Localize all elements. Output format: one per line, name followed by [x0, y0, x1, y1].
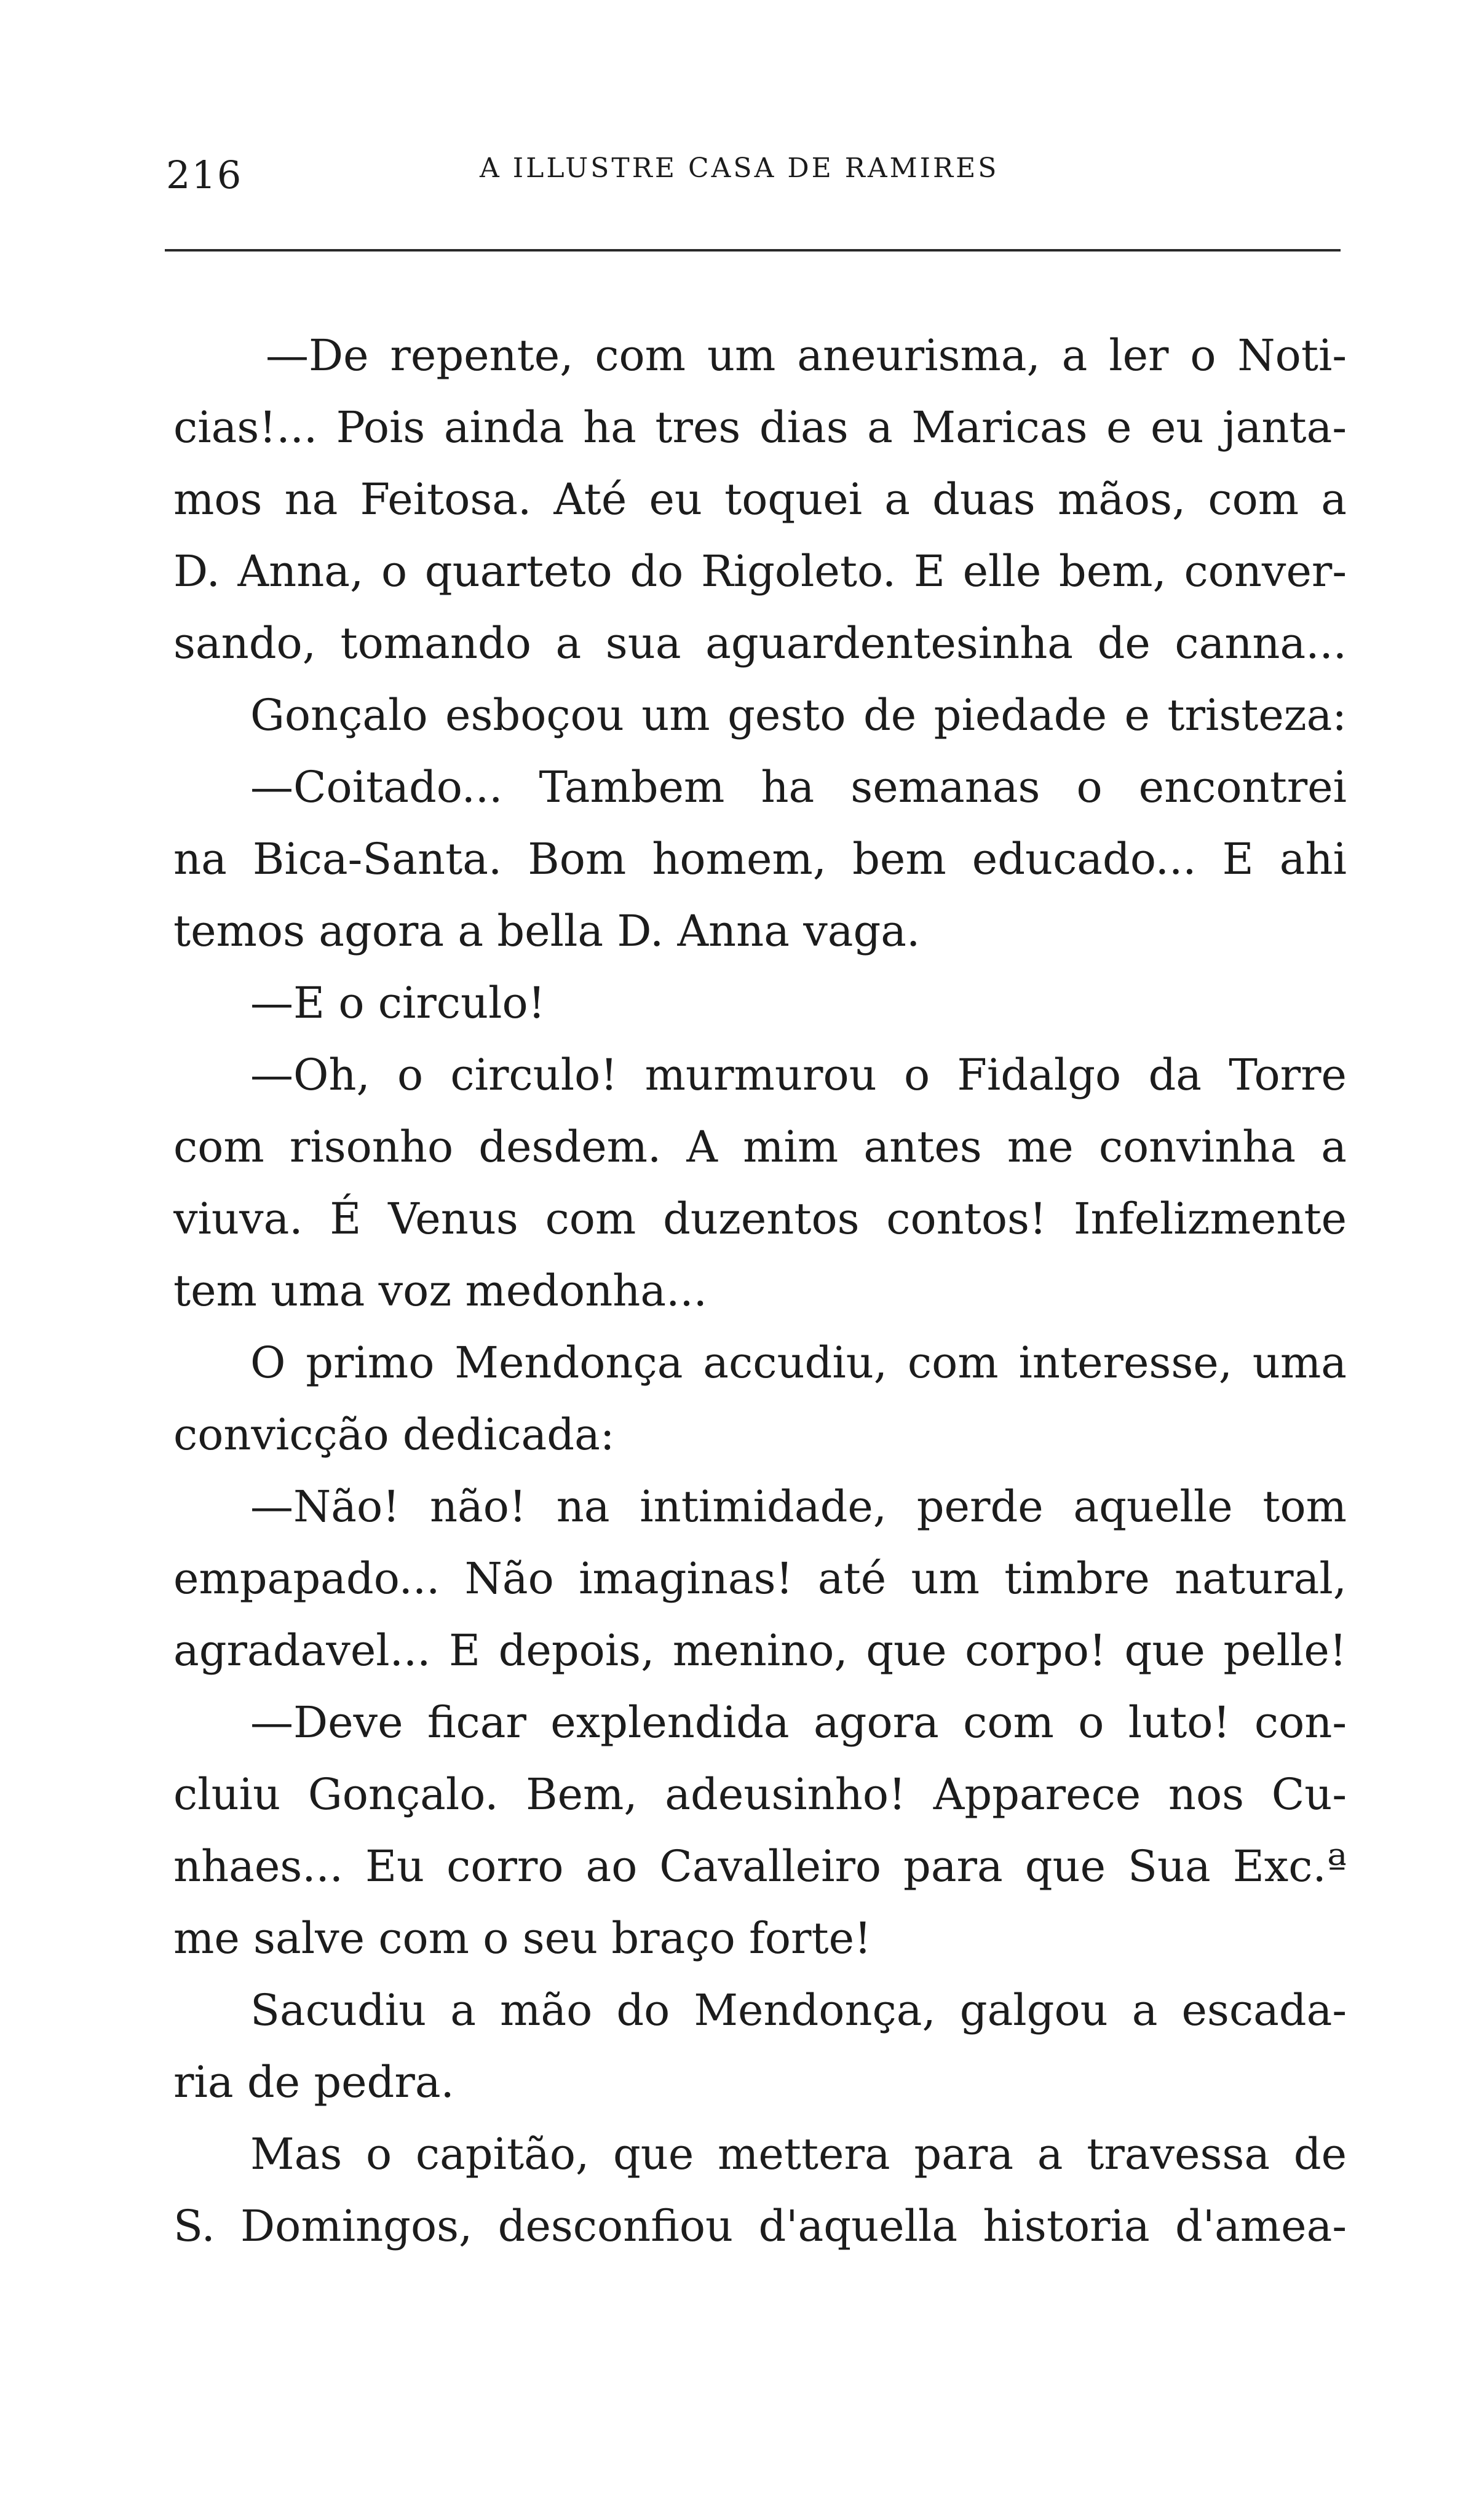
text-line: —Oh, o circulo! murmurou o Fidalgo da Torre: [250, 1050, 1347, 1100]
body-text: [173, 320, 1347, 2262]
page-number: 216: [166, 153, 243, 197]
text-line: na Bica-Santa. Bom homem, bem educado... E ahi: [173, 834, 1347, 884]
text-line: Mas o capitão, que mettera para a travessa de: [250, 2129, 1347, 2179]
text-line: nhaes... Eu corro ao Cavalleiro para que Sua Exc.ª: [173, 1841, 1347, 1892]
text-line: agradavel... E depois, menino, que corpo! que pelle!: [173, 1625, 1347, 1676]
text-line: viuva. É Venus com duzentos contos! Infelizmente: [173, 1194, 1347, 1244]
text-line: Sacudiu a mão do Mendonça, galgou a escada-: [250, 1985, 1347, 2035]
text-line: cias!... Pois ainda ha tres dias a Maricas e eu janta-: [173, 402, 1347, 453]
text-line: D. Anna, o quarteto do Rigoleto. E elle bem, conver-: [173, 546, 1347, 596]
text-line: tem uma voz medonha...: [173, 1266, 707, 1316]
text-line: Gonçalo esboçou um gesto de piedade e tristeza:: [250, 690, 1347, 740]
text-line: me salve com o seu braço forte!: [173, 1913, 872, 1963]
page-header: [154, 140, 1350, 214]
text-line: mos na Feitosa. Até eu toquei a duas mãos, com a: [173, 474, 1347, 525]
text-line: sando, tomando a sua aguardentesinha de canna...: [173, 618, 1347, 668]
text-line: empapado... Não imaginas! até um timbre natural,: [173, 1553, 1347, 1604]
text-line: —E o circulo!: [250, 978, 545, 1028]
text-line: —Deve ficar explendida agora com o luto! con-: [250, 1697, 1347, 1748]
text-line: —De repente, com um aneurisma, a ler o Noti-: [266, 330, 1347, 381]
text-line: S. Domingos, desconfiou d'aquella historia d'amea-: [173, 2201, 1347, 2251]
text-line: ria de pedra.: [173, 2057, 454, 2107]
text-line: cluiu Gonçalo. Bem, adeusinho! Apparece nos Cu-: [173, 1769, 1347, 1820]
text-line: temos agora a bella D. Anna vaga.: [173, 906, 921, 956]
text-line: com risonho desdem. A mim antes me convinha a: [173, 1122, 1347, 1172]
header-rule: [165, 249, 1341, 252]
text-line: O primo Mendonça accudiu, com interesse, uma: [250, 1337, 1347, 1388]
text-line: —Coitado... Tambem ha semanas o encontrei: [250, 762, 1347, 812]
text-line: convicção dedicada:: [173, 1409, 615, 1460]
text-line: —Não! não! na intimidade, perde aquelle tom: [250, 1481, 1347, 1532]
running-title: A ILLUSTRE CASA DE RAMIRES: [480, 153, 999, 184]
